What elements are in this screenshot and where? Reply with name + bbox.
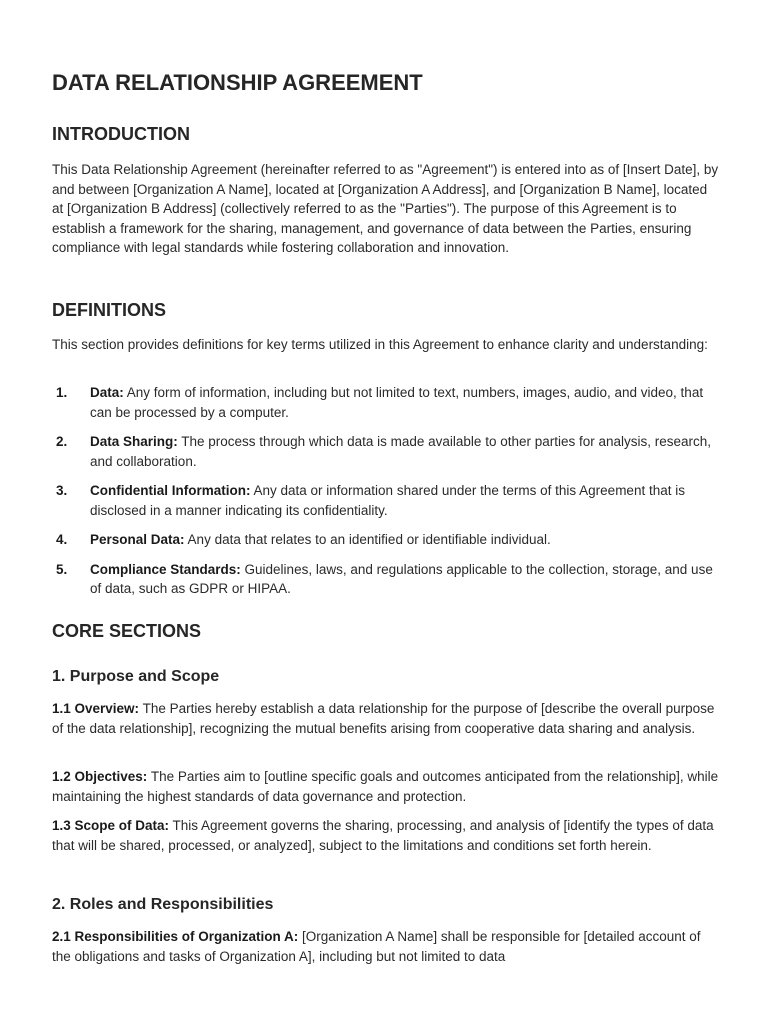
objectives-label: 1.2 Objectives: [52, 769, 148, 784]
definition-number: 1. [56, 385, 68, 400]
responsibilities-a-text: [Organization A Name] shall be responsible for [detailed account of the obligations and tasks of Organization A], including but not limited to data [52, 929, 701, 964]
definition-item [52, 383, 722, 422]
definition-term: Compliance Standards: [90, 561, 241, 577]
roles-responsibilities-heading: 2. Roles and Responsibilities [52, 896, 274, 913]
definition-text: Any form of information, including but not limited to text, numbers, images, audio, and video, that can be processed by a computer. [90, 385, 704, 420]
overview-paragraph [52, 699, 722, 738]
definitions-heading: DEFINITIONS [52, 300, 167, 320]
core-sections-heading: CORE SECTIONS [52, 621, 202, 641]
objectives-text: The Parties aim to [outline specific goals and outcomes anticipated from the relationship], while maintaining the highest standards of data governance and protection. [52, 769, 719, 804]
definition-item [52, 560, 722, 599]
document-title: DATA RELATIONSHIP AGREEMENT [52, 70, 423, 95]
overview-label: 1.1 Overview: [52, 701, 140, 716]
definition-number: 5. [56, 561, 68, 577]
introduction-paragraph: This Data Relationship Agreement (hereinafter referred to as "Agreement") is entered into as of [Insert Date], by and between [Organization A Name], located at [Organization A Address], and [Organization B Name], located at [Organization B Address] (collectively referred to as the "Parties"). The purpose of this Agreement is to establish a framework for the sharing, management, and governance of data between the Parties, ensuring compliance with legal standards while fostering collaboration and innovation. [52, 162, 719, 255]
definition-item [52, 481, 722, 520]
definition-text: Guidelines, laws, and regulations applicable to the collection, storage, and use of data, such as GDPR or HIPAA. [90, 561, 713, 596]
definition-term: Confidential Information: [90, 483, 251, 498]
definition-number: 3. [56, 483, 68, 498]
definition-term: Personal Data: [90, 532, 185, 547]
scope-of-data-label: 1.3 Scope of Data: [52, 818, 170, 833]
introduction-heading: INTRODUCTION [52, 124, 190, 144]
definition-term: Data: [90, 385, 124, 400]
overview-text: The Parties hereby establish a data relationship for the purpose of [describe the overall purpose of the data relationship], recognizing the mutual benefits arising from cooperative data sharing and analysis. [52, 701, 715, 736]
definition-term: Data Sharing: [90, 434, 178, 449]
scope-of-data-paragraph [52, 816, 722, 855]
definition-number: 2. [56, 434, 68, 449]
responsibilities-a-paragraph [52, 927, 722, 966]
definition-item [52, 432, 722, 471]
definitions-list [52, 383, 722, 609]
definition-item [52, 530, 722, 550]
objectives-paragraph [52, 767, 722, 806]
definition-text: Any data that relates to an identified or identifiable individual. [184, 532, 551, 547]
purpose-scope-heading: 1. Purpose and Scope [52, 668, 220, 685]
responsibilities-a-label: 2.1 Responsibilities of Organization A: [52, 929, 299, 944]
scope-of-data-text: This Agreement governs the sharing, processing, and analysis of [identify the types of data that will be shared, processed, or analyzed], subject to the limitations and conditions set forth herein. [52, 818, 714, 853]
definition-number: 4. [56, 532, 68, 547]
definitions-intro: This section provides definitions for key terms utilized in this Agreement to enhance clarity and understanding: [52, 337, 708, 352]
definition-text: Any data or information shared under the terms of this Agreement that is disclosed in a manner indicating its confidentiality. [90, 483, 685, 518]
definition-text: The process through which data is made available to other parties for analysis, research, and collaboration. [90, 434, 712, 469]
